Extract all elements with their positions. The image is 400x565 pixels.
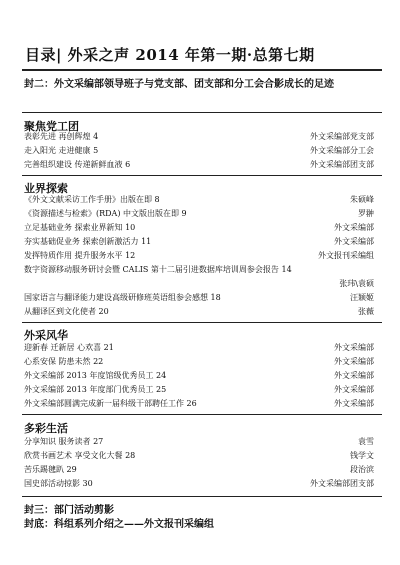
entry-title: 从翻译区到文化使者 20 [24, 307, 109, 316]
entry-title: 走入阳光 走进健康 5 [24, 146, 99, 155]
toc-entry[interactable] [24, 370, 374, 382]
entry-author: 袁雪 [358, 437, 374, 446]
toc-entry[interactable] [24, 398, 374, 410]
entry-title: 迎新春 迁新居 心欢喜 21 [24, 343, 114, 352]
cover2-caption: 封二：外文采编部领导班子与党支部、团支部和分工会合影成长的足迹 [24, 79, 334, 90]
toc-entry[interactable] [24, 250, 374, 262]
entry-author: 外文采编部 [334, 399, 374, 408]
toc-entry[interactable] [24, 356, 374, 368]
toc-entry[interactable] [24, 131, 374, 143]
entry-title: 外文采编部圆满完成新一届科级干部聘任工作 26 [24, 399, 197, 408]
toc-entry[interactable] [24, 145, 374, 157]
entry-author: 张玮\袁硕 [339, 279, 374, 288]
toc-entry[interactable] [24, 159, 374, 171]
toc-entry[interactable] [24, 384, 374, 396]
entry-title: 分享知识 服务读者 27 [24, 437, 104, 446]
toc-entry[interactable] [24, 450, 374, 462]
entry-author: 朱硕峰 [350, 195, 374, 204]
entry-author: 汪颖姬 [350, 293, 374, 302]
entry-author: 张薇 [358, 307, 374, 316]
entry-author: 外文采编部团支部 [310, 160, 374, 169]
cover3-caption: 封三：部门活动剪影 [24, 505, 114, 516]
section-title: 多彩生活 [24, 422, 68, 435]
toc-entry[interactable] [24, 236, 374, 248]
entry-title: 夯实基础促业务 探索创新激活力 11 [24, 237, 152, 246]
toc-entry[interactable] [24, 222, 374, 234]
toc-entry[interactable] [24, 306, 374, 318]
divider [22, 414, 382, 415]
toc-entry[interactable] [24, 464, 374, 476]
entry-title: 心系安保 防患未然 22 [24, 357, 104, 366]
entry-author: 段治滨 [350, 465, 374, 474]
entry-author: 罗翀 [358, 209, 374, 218]
entry-title: 《外文文献采访工作手册》出版在即 8 [24, 195, 160, 204]
entry-title: 发挥特质作用 提升服务水平 12 [24, 251, 136, 260]
back-cover-caption: 封底：科组系列介绍之——外文报刊采编组 [24, 519, 214, 530]
divider [22, 175, 382, 176]
toc-entry[interactable] [24, 478, 374, 490]
entry-author: 钱学文 [350, 451, 374, 460]
toc-entry[interactable] [24, 208, 374, 220]
section-title: 聚焦党工团 [24, 120, 79, 133]
heading-divider [22, 69, 382, 71]
entry-author: 外文报刊采编组 [318, 251, 374, 260]
divider [22, 496, 382, 497]
entry-title: 表彰先进 再创辉煌 4 [24, 132, 99, 141]
entry-author: 外文采编部 [334, 357, 374, 366]
entry-title: 国史部活动掠影 30 [24, 479, 93, 488]
toc-entry[interactable] [24, 264, 374, 276]
entry-author: 外文采编部 [334, 343, 374, 352]
entry-title: 外文采编部 2013 年度部门优秀员工 25 [24, 385, 167, 394]
page-heading: 目录| 外采之声 2014 年第一期·总第七期 [25, 46, 315, 64]
entry-title: 国家语言与翻译能力建设高级研修班英语组参会感想 18 [24, 293, 221, 302]
entry-author: 外文采编部 [334, 237, 374, 246]
entry-title: 外文采编部 2013 年度馆级优秀员工 24 [24, 371, 167, 380]
entry-author: 外文采编部团支部 [310, 479, 374, 488]
entry-author: 外文采编部分工会 [310, 146, 374, 155]
toc-entry[interactable] [24, 342, 374, 354]
entry-title: 《资源描述与检索》(RDA) 中文版出版在即 9 [24, 209, 187, 218]
entry-author: 外文采编部 [334, 385, 374, 394]
section-title: 外采风华 [24, 329, 68, 342]
toc-entry[interactable] [24, 292, 374, 304]
toc-entry[interactable] [24, 194, 374, 206]
entry-title: 苦乐踢毽趴 29 [24, 465, 77, 474]
entry-title: 数字资源移动服务研讨会暨 CALIS 第十二届引进数据库培训周参会报告 14 [24, 265, 292, 274]
entry-title: 欣赏书画艺术 享受文化大餐 28 [24, 451, 136, 460]
entry-author: 外文采编部 [334, 223, 374, 232]
entry-author: 外文采编部 [334, 371, 374, 380]
entry-author: 外文采编部党支部 [310, 132, 374, 141]
divider [22, 112, 382, 113]
section-title: 业界探索 [24, 182, 68, 195]
entry-title: 立足基础业务 探索业界新知 10 [24, 223, 136, 232]
divider [22, 322, 382, 323]
toc-entry-continuation [24, 278, 374, 290]
entry-title: 完善组织建设 传递新鲜血液 6 [24, 160, 131, 169]
toc-entry[interactable] [24, 436, 374, 448]
